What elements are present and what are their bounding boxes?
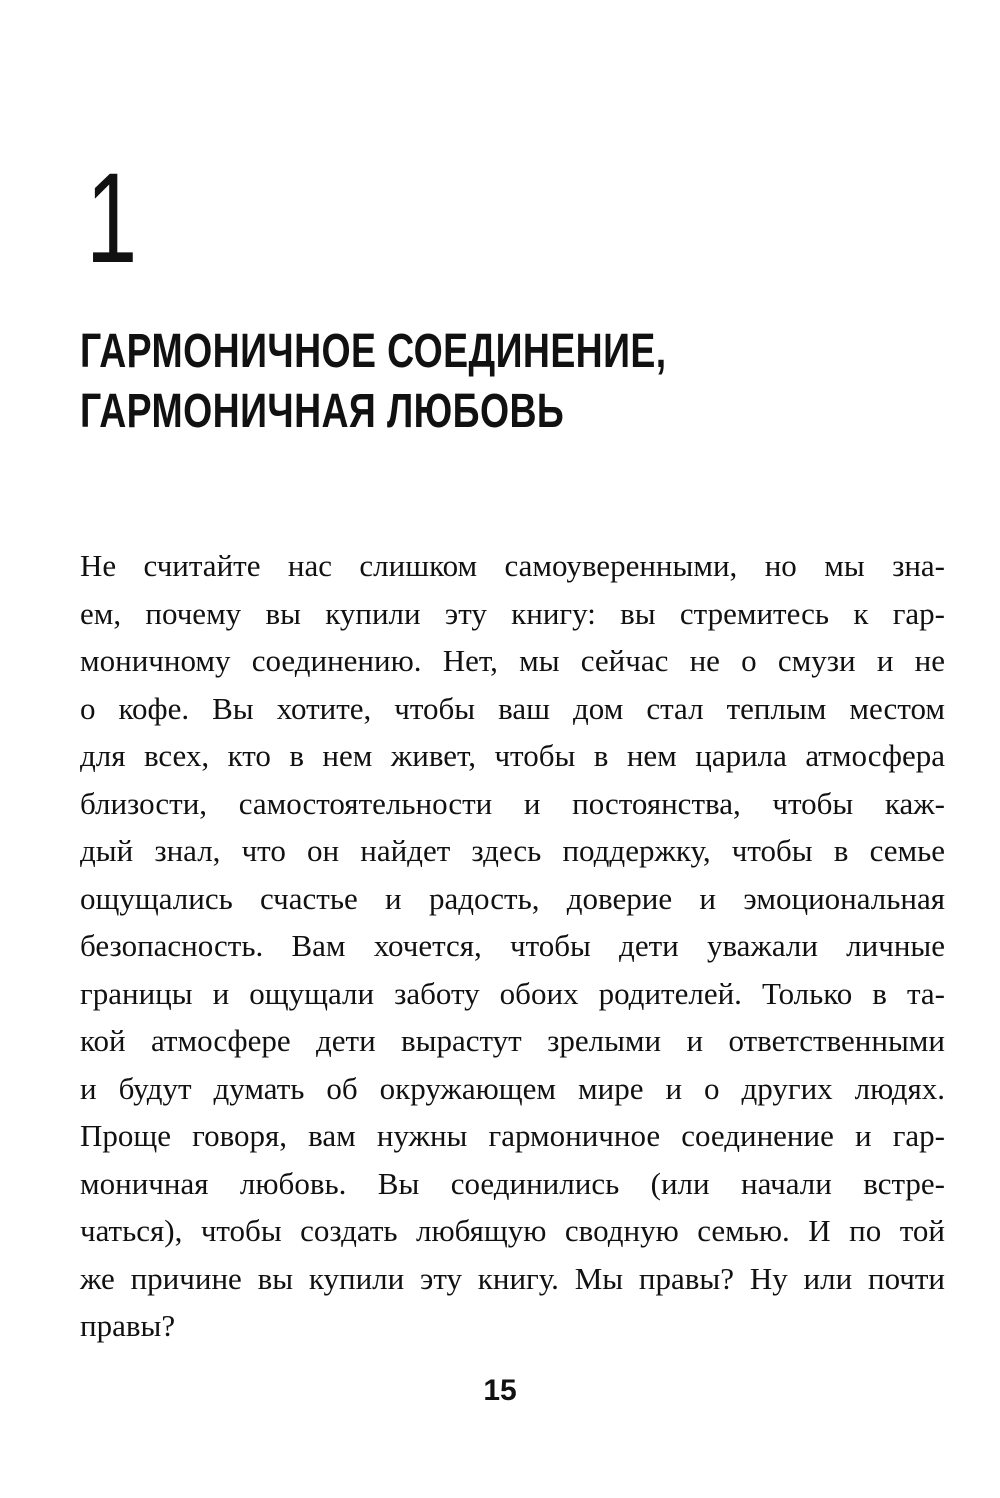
body-line: кой атмосфере дети вырастут зрелыми и ответственными: [80, 1023, 945, 1058]
body-line: близости, самостоятельности и постоянства, чтобы каж-: [80, 785, 945, 821]
body-line: правы?: [80, 1308, 176, 1343]
body-line: моничному соединению. Нет, мы сейчас не о смузи и не: [80, 643, 945, 678]
body-line: о кофе. Вы хотите, чтобы ваш дом стал теплым местом: [80, 690, 945, 726]
body-line: для всех, кто в нем живет, чтобы в нем царила атмосфера: [80, 738, 945, 773]
body-line: Не считайте нас слишком самоуверенными, но мы зна-: [80, 548, 945, 583]
body-line: же причине вы купили эту книгу. Мы правы? Ну или почти: [80, 1260, 945, 1296]
chapter-number: 1: [86, 147, 138, 290]
body-line: границы и ощущали заботу обоих родителей. Только в та-: [80, 975, 945, 1011]
chapter-title: [80, 322, 782, 442]
body-line: Проще говоря, вам нужны гармоничное соединение и гар-: [80, 1118, 945, 1153]
body-line: ем, почему вы купили эту книгу: вы стремитесь к гар-: [80, 595, 945, 631]
body-line: безопасность. Вам хочется, чтобы дети уважали личные: [80, 928, 945, 963]
page-number: 15: [483, 1374, 517, 1407]
body-line: моничная любовь. Вы соединились (или начали встре-: [80, 1165, 945, 1201]
body-line: дый знал, что он найдет здесь поддержку, чтобы в семье: [80, 833, 945, 868]
chapter-title-line: ГАРМОНИЧНАЯ ЛЮБОВЬ: [80, 385, 565, 438]
body-line: и будут думать об окружающем мире и о других людях.: [80, 1070, 945, 1106]
chapter-title-line: ГАРМОНИЧНОЕ СОЕДИНЕНИЕ,: [80, 325, 667, 378]
body-line: чаться), чтобы создать любящую сводную семью. И по той: [80, 1213, 945, 1248]
body-line: ощущались счастье и радость, доверие и эмоциональная: [80, 880, 945, 916]
body-paragraph: [80, 542, 945, 1350]
